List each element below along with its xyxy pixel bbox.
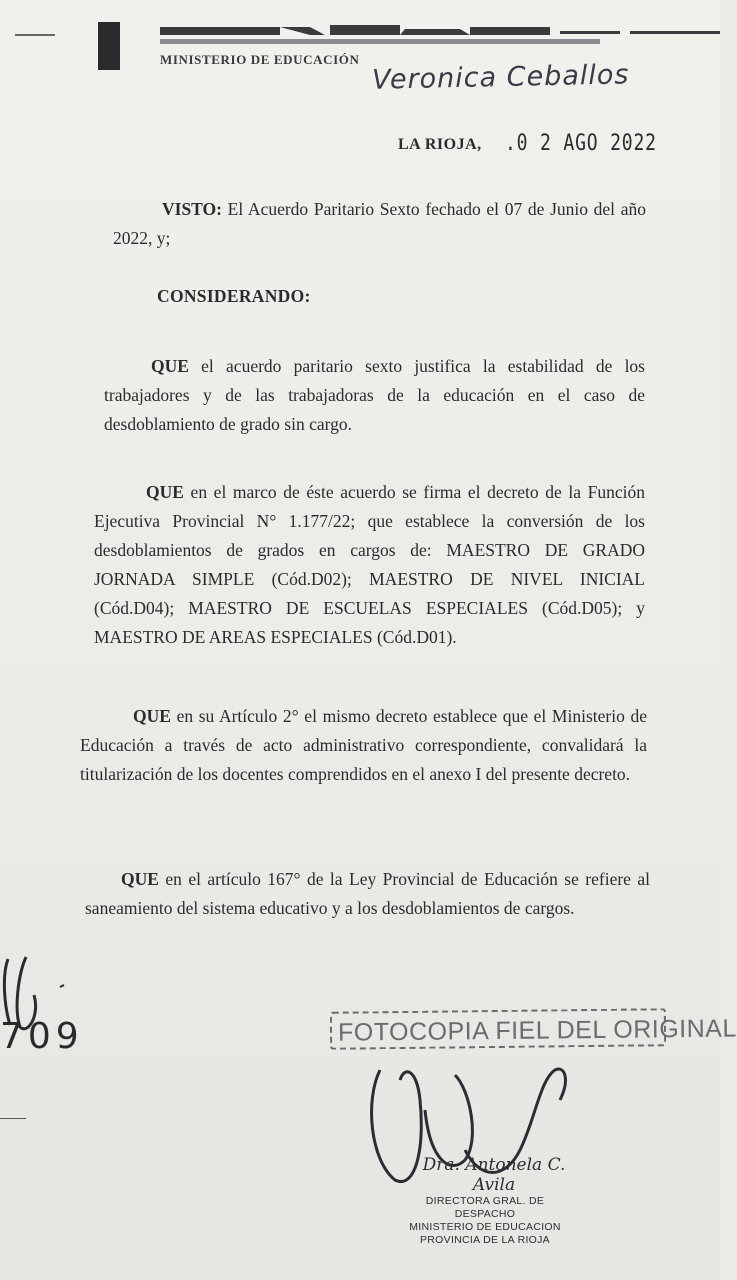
signatory-province: PROVINCIA DE LA RIOJA (419, 1234, 550, 1246)
paragraph-lead: QUE (121, 869, 159, 889)
place: LA RIOJA, (398, 136, 482, 153)
signatory-ministry: MINISTERIO DE EDUCACION (409, 1221, 561, 1233)
paragraph-2 (94, 478, 645, 652)
signature-block (395, 1155, 575, 1247)
paragraph-text: en el artículo 167° de la Ley Provincial de Educación se refiere al saneamiento del sistema educativo y a los desdoblamientos de cargos. (85, 869, 650, 918)
paragraph-3 (80, 702, 647, 789)
visto-text: El Acuerdo Paritario Sexto fechado el 07 de Junio del año 2022, y; (113, 199, 646, 248)
paragraph-text: en el marco de éste acuerdo se firma el decreto de la Función Ejecutiva Provincial N° 1.177/22; que establece la conversión de los desdoblamientos de grados en cargos de: MAESTRO DE GRADO JORNADA SIMPLE (Cód.D02); MAESTRO DE NIVEL INICIAL (Cód.D04); MAESTRO DE ESCUELAS ESPECIALES (Cód.D05); y MAESTRO DE AREAS ESPECIALES (Cód.D01). (94, 482, 645, 647)
paragraph-text: en su Artículo 2° el mismo decreto establece que el Ministerio de Educación a través de acto administrativo correspondiente, convalidará la titularización de los docentes comprendidos en el anexo I del presente decreto. (80, 706, 647, 784)
paragraph-lead: QUE (133, 706, 171, 726)
margin-scratch (15, 34, 55, 36)
margin-number: 709 (0, 1016, 84, 1057)
paragraph-lead: QUE (151, 356, 189, 376)
paragraph-lead: QUE (146, 482, 184, 502)
paragraph-1 (104, 352, 645, 439)
considerando-heading: CONSIDERANDO: (157, 286, 311, 306)
signatory-title: DIRECTORA GRAL. DE DESPACHO (425, 1195, 545, 1220)
date-stamp: .0 2 AGO 2022 (505, 131, 657, 156)
handwritten-annotation: Veronica Ceballos (371, 59, 630, 96)
paragraph-4 (85, 865, 650, 923)
visto-paragraph (113, 195, 646, 253)
ministry-name: MINISTERIO DE EDUCACIÓN (160, 52, 360, 67)
provincial-banner-logo (160, 25, 720, 47)
paragraph-text: el acuerdo paritario sexto justifica la estabilidad de los trabajadores y de las trabajadoras de la educación en el caso de desdoblamiento de grado sin cargo. (104, 356, 645, 434)
margin-line (0, 1118, 26, 1119)
signatory-name: Dra. Antonela C. Avila (422, 1155, 566, 1195)
certified-copy-stamp: FOTOCOPIA FIEL DEL ORIGINAL (330, 1008, 666, 1050)
ministry-logo (98, 22, 120, 70)
visto-label: VISTO: (162, 199, 222, 219)
